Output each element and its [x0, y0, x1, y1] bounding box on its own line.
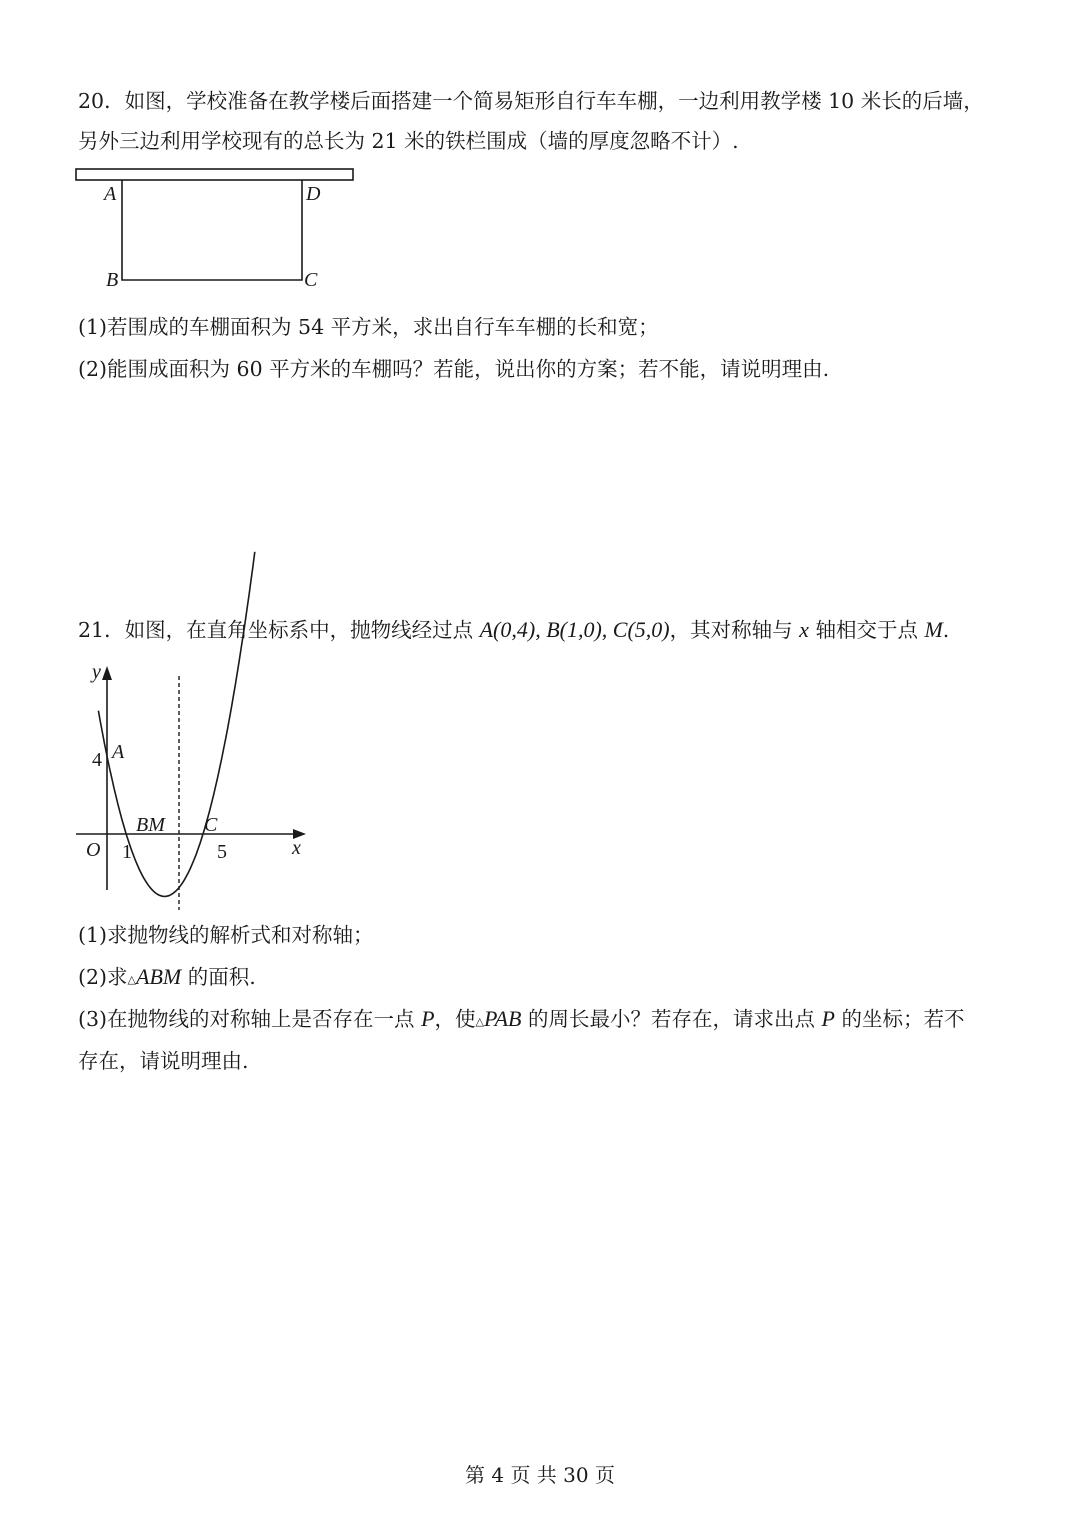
q21-part3-line1: (3)在抛物线的对称轴上是否存在一点 P，使△PAB 的周长最小？若存在，请求出点 P 的坐标；若不	[78, 1006, 965, 1031]
q21-part1: (1)求抛物线的解析式和对称轴；	[78, 923, 374, 947]
label-y: y	[92, 661, 101, 683]
points-ABC: A(0,4), B(1,0), C(5,0)	[479, 617, 670, 642]
label-A: A	[104, 183, 117, 205]
wall	[76, 169, 353, 180]
label-B: B	[106, 269, 119, 291]
label-O: O	[86, 839, 101, 861]
label-D: D	[306, 183, 321, 205]
q20-stem-line1: 20．如图，学校准备在教学楼后面搭建一个简易矩形自行车车棚，一边利用教学楼 10 米长的后墙，	[78, 89, 984, 113]
q21-part2: (2)求△ABM 的面积.	[78, 964, 256, 989]
label-5: 5	[217, 841, 227, 863]
label-4: 4	[92, 749, 102, 771]
label-1: 1	[122, 841, 132, 863]
q20-rectangle-figure	[74, 166, 364, 296]
q21-part3-line2: 存在，请说明理由.	[78, 1049, 249, 1073]
q20-stem-line2: 另外三边利用学校现有的总长为 21 米的铁栏围成（墙的厚度忽略不计）.	[78, 129, 739, 153]
page-footer: 第 4 页 共 30 页	[465, 1463, 615, 1487]
q21-stem: 21．如图，在直角坐标系中，抛物线经过点 A(0,4), B(1,0), C(5,0)，其对称轴与 x 轴相交于点 M.	[78, 617, 950, 642]
q20-part2: (2)能围成面积为 60 平方米的车棚吗？若能，说出你的方案；若不能，请说明理由.	[78, 357, 830, 381]
label-C: C	[304, 269, 318, 291]
q21-parabola-figure	[76, 658, 316, 918]
label-A: A	[112, 741, 125, 763]
y-axis-arrow	[102, 666, 112, 680]
label-x: x	[292, 837, 301, 859]
label-C: C	[204, 814, 218, 836]
fence	[122, 180, 302, 280]
label-BM: BM	[136, 814, 165, 836]
q20-part1: (1)若围成的车棚面积为 54 平方米，求出自行车车棚的长和宽；	[78, 315, 659, 339]
